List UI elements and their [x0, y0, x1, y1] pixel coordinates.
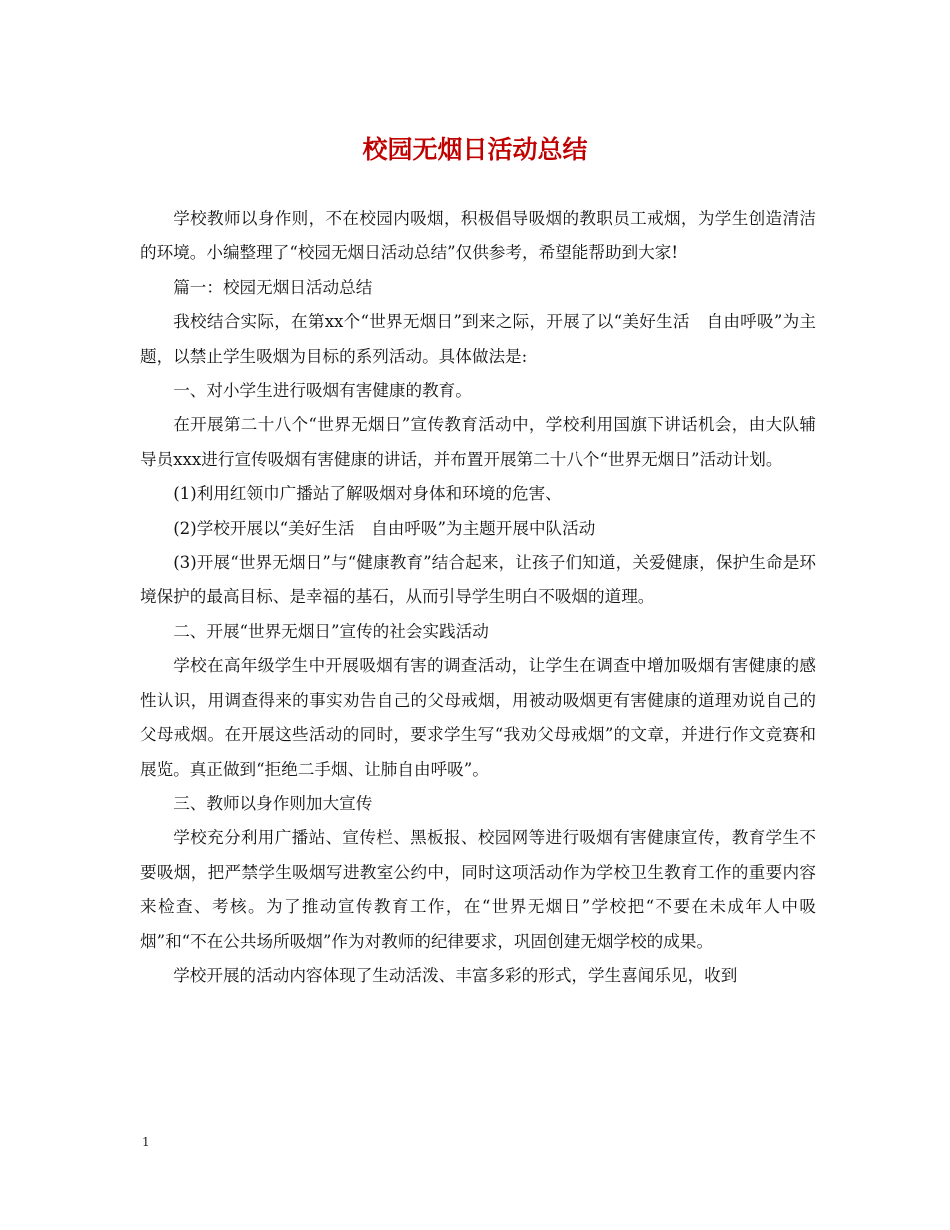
paragraph-background: 我校结合实际，在第xx个“世界无烟日”到来之际，开展了以“美好生活 自由呼吸”为主题，以禁止学生吸烟为目标的系列活动。具体做法是:	[140, 312, 816, 366]
paragraph-part-one: 在开展第二十八个“世界无烟日”宣传教育活动中，学校利用国旗下讲话机会，由大队辅导员xxx进行宣传吸烟有害健康的讲话，并布置开展第二十八个“世界无烟日”活动计划。	[140, 415, 816, 469]
list-item-2: (2)学校开展以“美好生活 自由呼吸”为主题开展中队活动	[173, 518, 596, 538]
document-body	[140, 202, 816, 993]
list-item-3: (3)开展“世界无烟日”与“健康教育”结合起来，让孩子们知道，关爱健康，保护生命是环境保护的最高目标、是幸福的基石，从而引导学生明白不吸烟的道理。	[140, 553, 816, 607]
heading-part-two: 二、开展“世界无烟日”宣传的社会实践活动	[173, 621, 489, 641]
heading-part-three: 三、教师以身作则加大宣传	[173, 793, 373, 813]
paragraph-part-three: 学校充分利用广播站、宣传栏、黑板报、校园网等进行吸烟有害健康宣传，教育学生不要吸烟，把严禁学生吸烟写进教室公约中，同时这项活动作为学校卫生教育工作的重要内容来检查、考核。为了推动宣传教育工作，在“世界无烟日”学校把“不要在未成年人中吸烟”和“不在公共场所吸烟”作为对教师的纪律要求，巩固创建无烟学校的成果。	[140, 828, 816, 951]
paragraph-closing: 学校开展的活动内容体现了生动活泼、丰富多彩的形式，学生喜闻乐见，收到	[173, 965, 738, 985]
paragraph-part-two: 学校在高年级学生中开展吸烟有害的调查活动，让学生在调查中增加吸烟有害健康的感性认识，用调查得来的事实劝告自己的父母戒烟，用被动吸烟更有害健康的道理劝说自己的父母戒烟。在开展这些活动的同时，要求学生写“我劝父母戒烟”的文章，并进行作文竞赛和展览。真正做到“拒绝二手烟、让肺自由呼吸”。	[140, 656, 816, 779]
paragraph-intro: 学校教师以身作则，不在校园内吸烟，积极倡导吸烟的教职员工戒烟，为学生创造清洁的环境。小编整理了“校园无烟日活动总结”仅供参考，希望能帮助到大家!	[140, 209, 816, 263]
page-number: 1	[142, 1135, 150, 1149]
paragraph-section-label: 篇一：校园无烟日活动总结	[173, 277, 373, 297]
list-item-1: (1)利用红领巾广播站了解吸烟对身体和环境的危害、	[173, 484, 562, 504]
heading-part-one: 一、对小学生进行吸烟有害健康的教育。	[173, 381, 472, 401]
document-title: 校园无烟日活动总结	[362, 135, 588, 164]
